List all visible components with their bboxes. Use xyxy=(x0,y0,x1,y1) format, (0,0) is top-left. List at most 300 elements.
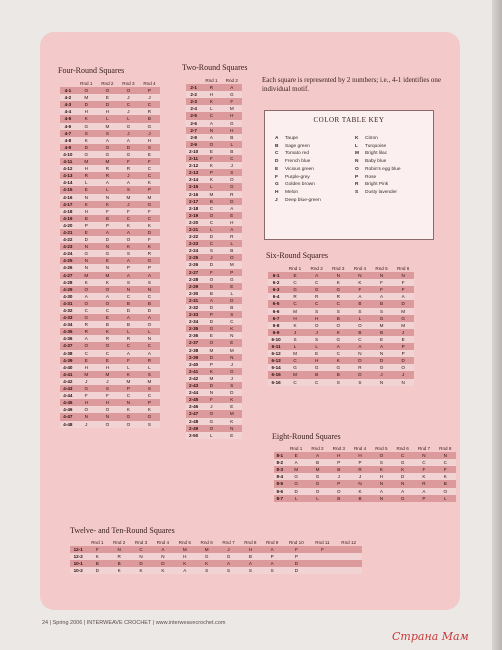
motif-id-cell: 6-11 xyxy=(268,343,284,350)
motif-id-cell: 4-37 xyxy=(60,342,76,349)
table-row xyxy=(186,410,242,417)
motif-id-cell: 2-44 xyxy=(186,389,201,396)
color-code-cell: A xyxy=(349,293,371,300)
color-code-cell: C xyxy=(118,293,139,300)
color-code-cell: N xyxy=(97,413,118,420)
color-code-cell: F xyxy=(392,286,414,293)
color-code-cell: A xyxy=(118,314,139,321)
motif-id-cell: 4-42 xyxy=(60,378,76,385)
color-code-cell: D xyxy=(97,101,118,108)
color-code-cell: J xyxy=(118,172,139,179)
motif-id-cell: 2-1 xyxy=(186,84,201,91)
color-code-cell: P xyxy=(76,222,97,229)
color-code-cell: R xyxy=(118,335,139,342)
color-key-name: French blue xyxy=(285,159,311,165)
color-code-cell: A xyxy=(118,137,139,144)
table-row xyxy=(186,276,242,283)
six-round-heading: Six-Round Squares xyxy=(266,251,328,260)
color-code-cell: G xyxy=(327,364,349,371)
table-row xyxy=(60,108,160,115)
color-code-cell: C xyxy=(222,318,242,325)
table-row xyxy=(186,212,242,219)
table-row xyxy=(186,205,242,212)
color-code-cell: H xyxy=(76,399,97,406)
table-row xyxy=(60,144,160,151)
color-code-cell: N xyxy=(371,379,393,386)
color-code-cell: G xyxy=(76,123,97,130)
twelve-ten-round-heading: Twelve- and Ten-Round Squares xyxy=(70,526,175,535)
color-code-cell: G xyxy=(97,151,118,158)
motif-id-cell: 4-19 xyxy=(60,215,76,222)
color-code-cell: M xyxy=(222,261,242,268)
color-code-cell: P xyxy=(139,186,160,193)
table-row xyxy=(268,308,414,315)
table-row xyxy=(186,382,242,389)
color-code-cell: L xyxy=(222,290,242,297)
color-code-cell: O xyxy=(328,488,349,495)
color-code-cell: L xyxy=(435,495,456,502)
color-code-cell: C xyxy=(97,307,118,314)
color-key-name: Purple-grey xyxy=(285,174,310,180)
color-code-cell: D xyxy=(118,307,139,314)
color-code-cell: E xyxy=(97,94,118,101)
motif-id-cell: 4-43 xyxy=(60,385,76,392)
motif-id-cell: 2-31 xyxy=(186,297,201,304)
color-code-cell: O xyxy=(435,488,456,495)
motif-id-cell: 2-4 xyxy=(186,105,201,112)
column-header: Rnd 3 xyxy=(332,266,345,271)
color-code-cell: K xyxy=(118,371,139,378)
color-code-cell: N xyxy=(139,335,160,342)
color-code-cell: M xyxy=(196,546,218,553)
color-code-cell: F xyxy=(76,392,97,399)
color-code-cell: S xyxy=(222,311,242,318)
color-code-cell: P xyxy=(201,361,221,368)
color-key-title: COLOR TABLE KEY xyxy=(313,116,385,124)
motif-id-cell: 2-19 xyxy=(186,212,201,219)
color-code-cell: H xyxy=(222,219,242,226)
table-row xyxy=(186,304,242,311)
color-code-cell: E xyxy=(286,452,307,459)
color-code-cell: N xyxy=(201,127,221,134)
motif-id-cell: 4-46 xyxy=(60,406,76,413)
four-round-heading: Four-Round Squares xyxy=(58,66,125,75)
column-header: Rnd 2 xyxy=(310,266,323,271)
color-code-cell: C xyxy=(222,155,242,162)
color-code-cell: C xyxy=(130,546,152,553)
color-code-cell: R xyxy=(413,480,434,487)
color-code-cell: L xyxy=(306,343,328,350)
color-key-code: E xyxy=(275,166,279,172)
color-code-cell: O xyxy=(139,321,160,328)
color-key-code: G xyxy=(275,182,279,188)
color-code-cell: K xyxy=(139,406,160,413)
color-code-cell: G xyxy=(201,418,221,425)
table-row xyxy=(186,148,242,155)
color-code-cell: C xyxy=(76,350,97,357)
table-row xyxy=(60,328,160,335)
color-code-cell: L xyxy=(97,186,118,193)
color-code-cell: C xyxy=(139,342,160,349)
color-code-cell: M xyxy=(97,371,118,378)
color-code-cell: B xyxy=(328,466,349,473)
color-code-cell: C xyxy=(349,336,371,343)
color-code-cell xyxy=(310,567,336,574)
color-code-cell: C xyxy=(118,342,139,349)
color-code-cell: G xyxy=(139,257,160,264)
color-code-cell: S xyxy=(349,308,371,315)
color-code-cell: L xyxy=(284,343,306,350)
color-key-code: J xyxy=(275,197,278,203)
table-row xyxy=(60,392,160,399)
motif-id-cell: 2-14 xyxy=(186,176,201,183)
motif-id-cell: 6-15 xyxy=(268,371,284,378)
color-key-name: Sage green xyxy=(285,143,310,149)
color-code-cell: K xyxy=(86,553,108,560)
color-key-name: Tomato red xyxy=(285,151,309,157)
color-code-cell: M xyxy=(76,272,97,279)
color-code-cell: O xyxy=(76,342,97,349)
color-code-cell: J xyxy=(118,201,139,208)
color-code-cell: R xyxy=(76,172,97,179)
table-row xyxy=(186,311,242,318)
motif-id-cell: 10-1 xyxy=(70,560,86,567)
color-code-cell: O xyxy=(222,176,242,183)
color-code-cell: M xyxy=(222,410,242,417)
color-code-cell: C xyxy=(201,219,221,226)
table-row xyxy=(186,403,242,410)
color-code-cell: B xyxy=(222,247,242,254)
motif-id-cell: 4-21 xyxy=(60,229,76,236)
table-row xyxy=(60,123,160,130)
color-code-cell: L xyxy=(349,315,371,322)
motif-id-cell: 2-39 xyxy=(186,354,201,361)
color-code-cell: A xyxy=(327,343,349,350)
color-code-cell: G xyxy=(307,473,328,480)
table-row xyxy=(60,335,160,342)
color-code-cell: S xyxy=(371,308,393,315)
color-code-cell: S xyxy=(139,385,160,392)
color-code-cell: A xyxy=(201,120,221,127)
color-code-cell: P xyxy=(118,264,139,271)
color-code-cell: P xyxy=(139,264,160,271)
motif-id-cell: 4-32 xyxy=(60,307,76,314)
color-code-cell xyxy=(335,560,362,567)
column-header xyxy=(186,77,201,84)
color-code-cell: K xyxy=(97,328,118,335)
color-code-cell: F xyxy=(222,98,242,105)
motif-id-cell: 4-14 xyxy=(60,179,76,186)
color-code-cell: M xyxy=(76,94,97,101)
color-code-cell: K xyxy=(222,418,242,425)
color-code-cell: E xyxy=(222,283,242,290)
color-code-cell: N xyxy=(349,350,371,357)
color-code-cell: C xyxy=(118,215,139,222)
color-code-cell: F xyxy=(349,286,371,293)
color-key-right-column xyxy=(355,135,401,197)
motif-id-cell: 2-26 xyxy=(186,261,201,268)
table-row xyxy=(60,172,160,179)
color-code-cell: N xyxy=(97,243,118,250)
color-code-cell: M xyxy=(222,105,242,112)
color-code-cell: A xyxy=(76,335,97,342)
table-row xyxy=(186,219,242,226)
table-row xyxy=(186,368,242,375)
table-row xyxy=(60,279,160,286)
color-code-cell: M xyxy=(222,347,242,354)
color-code-cell xyxy=(335,553,362,560)
column-header: Rnd 6 xyxy=(396,446,409,451)
column-header: Rnd 5 xyxy=(375,266,388,271)
table-row xyxy=(60,385,160,392)
motif-id-cell: 6-6 xyxy=(268,308,284,315)
table-row xyxy=(186,283,242,290)
color-code-cell: K xyxy=(130,567,152,574)
color-code-cell: J xyxy=(392,329,414,336)
color-code-cell: C xyxy=(139,172,160,179)
table-row xyxy=(60,229,160,236)
color-code-cell: R xyxy=(222,191,242,198)
color-code-cell: N xyxy=(139,286,160,293)
table-row xyxy=(186,120,242,127)
color-code-cell: O xyxy=(97,300,118,307)
motif-id-cell: 6-10 xyxy=(268,336,284,343)
color-code-cell: O xyxy=(76,286,97,293)
color-code-cell: N xyxy=(76,243,97,250)
color-code-cell: N xyxy=(392,272,414,279)
color-code-cell: E xyxy=(222,212,242,219)
color-code-cell: F xyxy=(201,396,221,403)
color-key-box xyxy=(264,110,434,240)
color-code-cell: A xyxy=(371,293,393,300)
color-code-cell: A xyxy=(139,272,160,279)
color-code-cell: N xyxy=(76,413,97,420)
table-row xyxy=(186,183,242,190)
table-row xyxy=(186,375,242,382)
table-row xyxy=(274,473,456,480)
motif-id-cell: 8-7 xyxy=(274,495,286,502)
table-row xyxy=(268,322,414,329)
motif-id-cell: 2-47 xyxy=(186,410,201,417)
color-code-cell: M xyxy=(307,466,328,473)
table-row xyxy=(60,250,160,257)
column-header: Rnd 3 xyxy=(332,446,345,451)
column-header: Rnd 4 xyxy=(353,266,367,271)
table-header-row xyxy=(186,77,242,84)
color-code-cell: K xyxy=(327,279,349,286)
table-row xyxy=(60,257,160,264)
color-code-cell: B xyxy=(76,215,97,222)
color-code-cell: H xyxy=(97,399,118,406)
color-code-cell: S xyxy=(118,279,139,286)
table-row xyxy=(60,300,160,307)
color-code-cell: P xyxy=(201,169,221,176)
column-header: Rnd 12 xyxy=(341,540,357,545)
motif-id-cell: 2-43 xyxy=(186,382,201,389)
motif-id-cell: 4-28 xyxy=(60,279,76,286)
table-row xyxy=(186,98,242,105)
motif-id-cell: 4-27 xyxy=(60,272,76,279)
color-code-cell: G xyxy=(222,183,242,190)
color-code-cell: H xyxy=(349,452,370,459)
color-code-cell: K xyxy=(97,201,118,208)
color-code-cell: A xyxy=(97,137,118,144)
color-key-entry xyxy=(275,135,321,143)
table-row xyxy=(60,399,160,406)
color-key-entry xyxy=(275,189,321,197)
table-row xyxy=(186,233,242,240)
color-code-cell: C xyxy=(306,379,328,386)
column-header: Rnd 10 xyxy=(288,540,304,545)
color-code-cell: A xyxy=(261,560,283,567)
table-row xyxy=(60,378,160,385)
motif-id-cell: 4-38 xyxy=(60,350,76,357)
color-code-cell: S xyxy=(201,247,221,254)
color-code-cell: D xyxy=(97,236,118,243)
color-code-cell: H xyxy=(97,108,118,115)
column-header: Rnd 2 xyxy=(101,81,114,86)
column-header: Rnd 4 xyxy=(353,446,367,451)
table-row xyxy=(186,325,242,332)
color-code-cell: H xyxy=(328,452,349,459)
color-code-cell: K xyxy=(76,115,97,122)
four-round-table xyxy=(60,80,160,428)
column-header xyxy=(274,445,286,452)
color-code-cell: J xyxy=(284,329,306,336)
color-code-cell: M xyxy=(392,308,414,315)
color-code-cell: D xyxy=(392,357,414,364)
table-row xyxy=(268,343,414,350)
table-row xyxy=(186,254,242,261)
color-code-cell: O xyxy=(201,425,221,432)
color-code-cell: P xyxy=(97,222,118,229)
table-row xyxy=(60,342,160,349)
motif-id-cell: 2-48 xyxy=(186,418,201,425)
motif-id-cell: 4-6 xyxy=(60,123,76,130)
table-row xyxy=(186,84,242,91)
color-code-cell: F xyxy=(435,466,456,473)
color-code-cell: G xyxy=(286,480,307,487)
color-code-cell: B xyxy=(97,321,118,328)
motif-id-cell: 8-3 xyxy=(274,466,286,473)
color-code-cell: K xyxy=(222,325,242,332)
column-header: Rnd 1 xyxy=(80,81,93,86)
color-key-code: F xyxy=(275,174,278,180)
column-header: Rnd 6 xyxy=(200,540,213,545)
color-code-cell: G xyxy=(76,250,97,257)
color-code-cell: M xyxy=(139,194,160,201)
color-code-cell: O xyxy=(118,421,139,428)
color-code-cell: A xyxy=(222,226,242,233)
color-code-cell: E xyxy=(97,357,118,364)
color-code-cell: S xyxy=(222,382,242,389)
color-code-cell: K xyxy=(118,406,139,413)
color-key-entry xyxy=(355,158,401,166)
color-key-name: Deep blue-green xyxy=(285,197,321,203)
color-key-entry xyxy=(355,174,401,182)
color-code-cell: G xyxy=(392,315,414,322)
table-row xyxy=(60,371,160,378)
two-round-heading: Two-Round Squares xyxy=(182,63,248,72)
color-code-cell: G xyxy=(222,368,242,375)
color-code-cell: P xyxy=(349,459,370,466)
color-code-cell: M xyxy=(284,371,306,378)
color-code-cell: D xyxy=(76,236,97,243)
table-row xyxy=(268,315,414,322)
table-header-row xyxy=(274,445,456,452)
table-row xyxy=(186,169,242,176)
color-code-cell: C xyxy=(284,379,306,386)
table-row xyxy=(186,318,242,325)
color-code-cell: O xyxy=(97,406,118,413)
color-code-cell: F xyxy=(118,208,139,215)
motif-id-cell: 2-9 xyxy=(186,141,201,148)
color-code-cell: O xyxy=(371,364,393,371)
table-row xyxy=(60,165,160,172)
color-code-cell: C xyxy=(139,215,160,222)
color-code-cell: K xyxy=(76,137,97,144)
color-code-cell: O xyxy=(118,236,139,243)
color-key-left-column xyxy=(275,135,321,204)
color-code-cell: S xyxy=(139,421,160,428)
page-footer: 24 | Spring 2006 | INTERWEAVE CROCHET | www.interweavecrochet.com xyxy=(42,620,226,626)
color-code-cell: F xyxy=(283,546,309,553)
color-code-cell: M xyxy=(174,546,196,553)
table-row xyxy=(268,379,414,386)
color-code-cell: A xyxy=(97,293,118,300)
motif-id-cell: 2-17 xyxy=(186,198,201,205)
color-key-entry xyxy=(355,181,401,189)
color-code-cell: G xyxy=(327,286,349,293)
color-code-cell: K xyxy=(201,368,221,375)
table-row xyxy=(60,406,160,413)
color-code-cell: A xyxy=(222,84,242,91)
table-row xyxy=(70,560,362,567)
color-code-cell: S xyxy=(97,130,118,137)
color-code-cell: G xyxy=(222,120,242,127)
column-header: Rnd 4 xyxy=(143,81,156,86)
column-header: Rnd 7 xyxy=(417,446,431,451)
color-code-cell: A xyxy=(118,272,139,279)
eight-round-heading: Eight-Round Squares xyxy=(272,432,341,441)
color-code-cell: L xyxy=(139,364,160,371)
color-code-cell: N xyxy=(327,272,349,279)
color-code-cell: C xyxy=(201,205,221,212)
color-code-cell: K xyxy=(139,222,160,229)
color-code-cell: D xyxy=(201,304,221,311)
table-row xyxy=(186,91,242,98)
color-code-cell: G xyxy=(196,553,218,560)
motif-id-cell: 4-45 xyxy=(60,399,76,406)
column-header xyxy=(70,539,86,546)
motif-id-cell: 6-2 xyxy=(268,279,284,286)
color-code-cell: G xyxy=(201,325,221,332)
motif-id-cell: 8-6 xyxy=(274,488,286,495)
watermark: Страна Мам xyxy=(392,630,469,643)
motif-id-cell: 2-38 xyxy=(186,347,201,354)
color-code-cell: B xyxy=(327,315,349,322)
color-code-cell: E xyxy=(76,186,97,193)
motif-id-cell: 4-16 xyxy=(60,194,76,201)
color-code-cell: M xyxy=(97,272,118,279)
table-row xyxy=(60,314,160,321)
color-code-cell: D xyxy=(139,307,160,314)
color-code-cell: D xyxy=(392,300,414,307)
color-code-cell: E xyxy=(284,272,306,279)
table-row xyxy=(70,553,362,560)
color-code-cell: R xyxy=(327,293,349,300)
motif-id-cell: 2-32 xyxy=(186,304,201,311)
